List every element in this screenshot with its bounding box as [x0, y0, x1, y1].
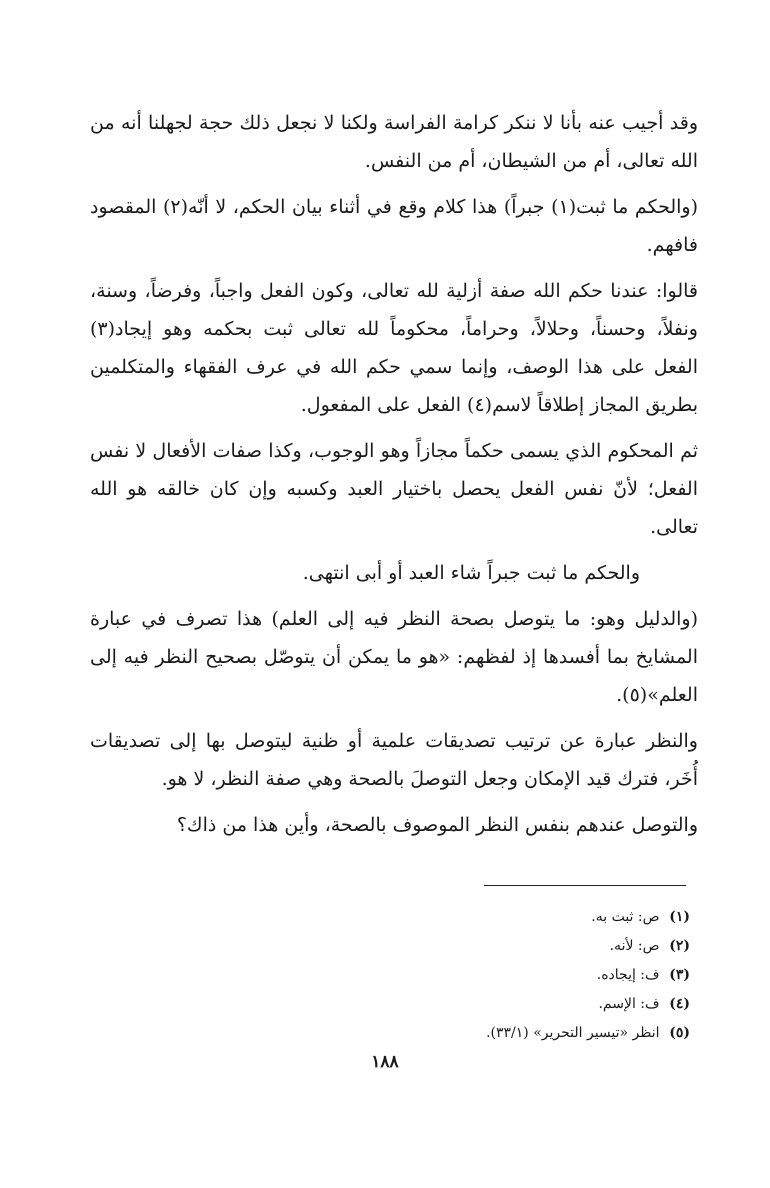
footnote-number: (٤)	[669, 996, 690, 1012]
paragraph-5: والحكم ما ثبت جبراً شاء العبد أو أبى انتهى.	[302, 562, 640, 584]
footnote-number: (١)	[669, 909, 690, 925]
paragraph-3: قالوا: عندنا حكم الله صفة أزلية لله تعالى، وكون الفعل واجباً، وفرضاً، وسنة، ونفلاً، وحسناً، وحلالاً، وحراماً، محكوماً لله تعالى ثبت بحكمه وهو إيجاد(٣) الفعل على هذا الوصف، وإنما سمي حكم الله في عرف الفقهاء والمتكلمين بطريق المجاز إطلاقاً لاسم(٤) الفعل على المفعول.	[90, 280, 698, 416]
footnote-number: (٢)	[669, 938, 690, 954]
footnote-text: ص: ثبت به.	[591, 909, 660, 925]
footnote-divider	[484, 885, 686, 886]
footnote-text: ص: لأنه.	[609, 938, 660, 954]
paragraph-1: وقد أجيب عنه بأنا لا ننكر كرامة الفراسة ولكنا لا نجعل ذلك حجة لجهلنا أنه من الله تعالى، أم من الشيطان، أم من النفس.	[90, 112, 698, 172]
footnote-text: انظر «تيسير التحرير» (٣٣/١).	[486, 1025, 660, 1041]
footnote-number: (٥)	[669, 1025, 690, 1041]
footnote-1	[290, 903, 690, 932]
footnote-4	[290, 990, 690, 1019]
main-text	[90, 104, 698, 852]
footnote-number: (٣)	[669, 967, 690, 983]
paragraph-6: (والدليل وهو: ما يتوصل بصحة النظر فيه إلى العلم) هذا تصرف في عبارة المشايخ بما أفسدها إذ لفظهم: «هو ما يمكن أن يتوصّل بصحيح النظر فيه إلى العلم»(٥).	[90, 608, 698, 706]
paragraph-4: ثم المحكوم الذي يسمى حكماً مجازاً وهو الوجوب، وكذا صفات الأفعال لا نفس الفعل؛ لأنّ نفس الفعل يحصل باختيار العبد وكسبه وإن كان خالقه هو الله تعالى.	[90, 440, 698, 538]
footnote-text: ف: الإسم.	[598, 996, 660, 1012]
footnote-5	[290, 1019, 690, 1048]
footnote-2	[290, 932, 690, 961]
page-number: ١٨٨	[371, 1052, 399, 1072]
paragraph-7: والنظر عبارة عن ترتيب تصديقات علمية أو ظنية ليتوصل بها إلى تصديقات أُخَر، فترك قيد الإمكان وجعل التوصلَ بالصحة وهي صفة النظر، لا هو.	[90, 730, 698, 790]
paragraph-2: (والحكم ما ثبت(١) جبراً) هذا كلام وقع في أثناء بيان الحكم، لا أنّه(٢) المقصود فافهم.	[90, 196, 698, 256]
footnote-text: ف: إيجاده.	[596, 967, 660, 983]
footnote-3	[290, 961, 690, 990]
footnotes	[290, 903, 690, 1048]
paragraph-8: والتوصل عندهم بنفس النظر الموصوف بالصحة، وأين هذا من ذاك؟	[176, 814, 698, 836]
